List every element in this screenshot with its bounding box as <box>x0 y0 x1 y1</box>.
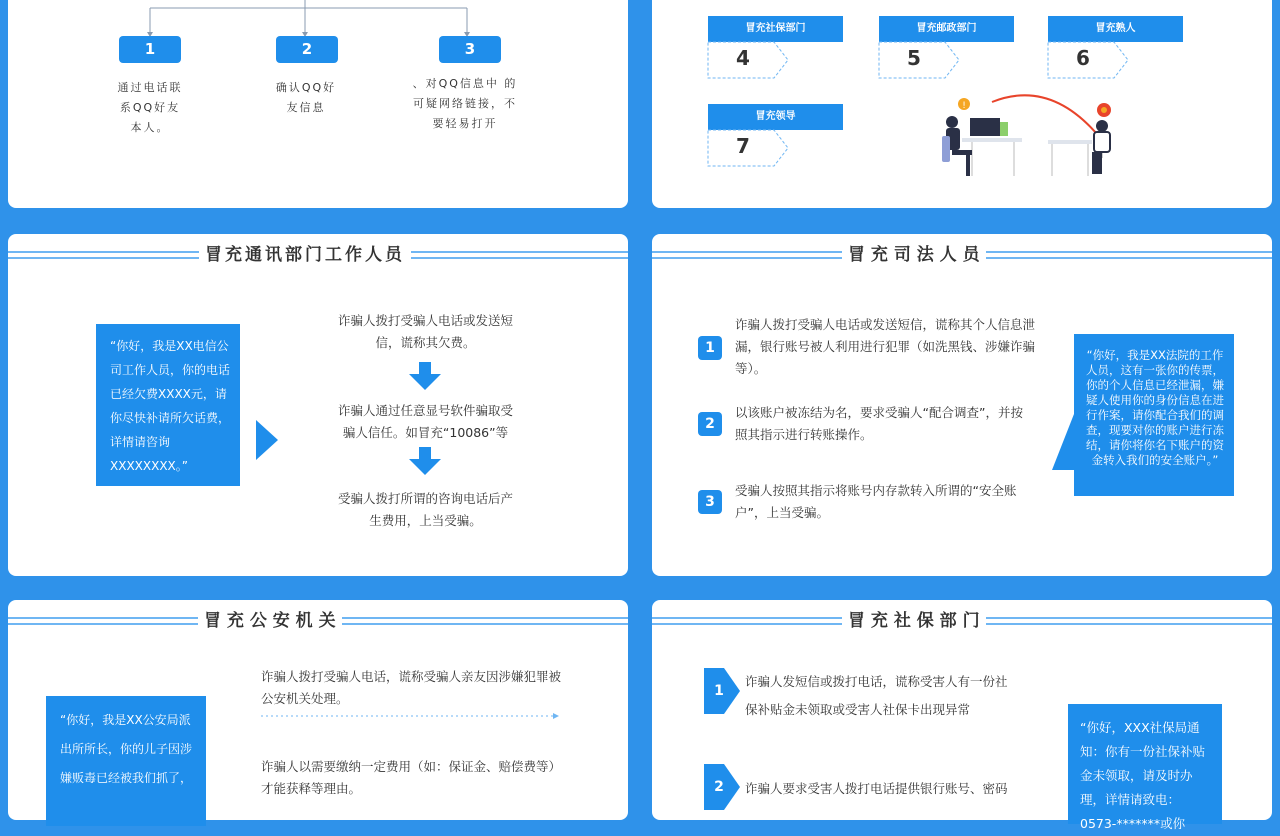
panel-police-impersonation <box>8 600 628 820</box>
down-arrow-icon <box>409 362 441 390</box>
item-text-2: 诈骗人要求受害人拨打电话提供银行账号、密码 <box>745 781 1008 796</box>
flow-step-2: 诈骗人通过任意显号软件骗取受骗人信任。如冒充“10086”等 <box>338 403 514 440</box>
item-text-1: 诈骗人拨打受骗人电话或发送短信，谎称其个人信息泄漏，银行账号被人利用进行犯罪（如洗黑钱、涉嫌诈骗等）。 <box>735 317 1036 376</box>
step-text-3: 、对QQ信息中 的 可疑网络链接，不 要轻易打开 <box>412 77 518 130</box>
panel-telecom-impersonation <box>8 234 628 576</box>
item-badge-3: 3 <box>698 490 722 514</box>
item-num-2: 2 <box>714 779 724 795</box>
svg-text:!: ! <box>962 101 966 111</box>
panel-impersonation-types: 冒充社保部门 4 冒充邮政部门 5 冒充熟人 6 冒充领导 7 ! <box>652 0 1272 208</box>
step-badge-1: 1 <box>119 36 181 63</box>
quote-box: “你好，XXX社保局通知：你有一份社保补贴金未领取，请及时办理，详情请致电：0573-*******或你 <box>1068 704 1222 824</box>
item-text-2: 以该账户被冻结为名，要求受骗人“配合调查”，并按照其指示进行转账操作。 <box>735 405 1023 442</box>
step-text-2: 确认QQ好 友信息 <box>275 81 337 114</box>
item-text-1: 诈骗人发短信或拨打电话，谎称受害人有一份社保补贴金未领取或受害人社保卡出现异常 <box>745 674 1008 717</box>
item-text-3: 受骗人按照其指示将账号内存款转入所谓的“安全账户”，上当受骗。 <box>735 483 1017 520</box>
quote-pointer <box>256 420 278 460</box>
step-badge-3: 3 <box>439 36 501 63</box>
step-text-1: 通过电话联 系QQ好友 本人。 <box>117 81 183 134</box>
quote-pointer <box>1052 414 1074 470</box>
panel-judicial-impersonation <box>652 234 1272 576</box>
item-text-1: 诈骗人拨打受骗人电话，谎称受骗人亲友因涉嫌犯罪被公安机关处理。 <box>261 669 562 706</box>
panel-title: 冒 充 公 安 机 关 <box>198 610 342 632</box>
down-arrow-icon <box>409 447 441 475</box>
quote-box: “你好，我是XX公安局派出所所长，你的儿子因涉嫌贩毒已经被我们抓了， <box>46 696 206 826</box>
item-num-1: 1 <box>714 683 724 699</box>
step-badge-2: 2 <box>276 36 338 63</box>
panel-title: 冒充通讯部门工作人员 <box>199 244 411 266</box>
fraud-illustration <box>942 80 1122 190</box>
flow-step-3: 受骗人拨打所谓的咨询电话后产生费用，上当受骗。 <box>338 491 514 528</box>
item-badge-1: 1 <box>698 336 722 360</box>
item-badge-2: 2 <box>698 412 722 436</box>
quote-box: “你好，我是XX电信公司工作人员，你的电话已经欠费XXXX元，请你尽快补请所欠话费，详情请咨询 XXXXXXXX。” <box>96 324 240 486</box>
panel-header <box>8 244 628 266</box>
panel-header <box>8 610 628 632</box>
item-text-2: 诈骗人以需要缴纳一定费用（如：保证金、赔偿费等）才能获释等理由。 <box>261 759 562 796</box>
panel-qq-steps <box>8 0 628 208</box>
dotted-arrow <box>261 712 561 720</box>
panel-title: 冒 充 司 法 人 员 <box>842 244 986 266</box>
flow-step-1: 诈骗人拨打受骗人电话或发送短信，谎称其欠费。 <box>338 313 514 350</box>
panel-header <box>652 610 1272 632</box>
panel-social-security-impersonation <box>652 600 1272 831</box>
panel-header <box>652 244 1272 266</box>
quote-box: “你好，我是XX法院的工作人员，这有一张你的传票，你的个人信息已经泄漏，嫌疑人使用你的身份信息在进行作案，请你配合我们的调查，现要对你的账户进行冻结，请你将你名下账户的资金转入我们的安全账户。” <box>1074 334 1234 496</box>
panel-title: 冒 充 社 保 部 门 <box>842 610 986 632</box>
